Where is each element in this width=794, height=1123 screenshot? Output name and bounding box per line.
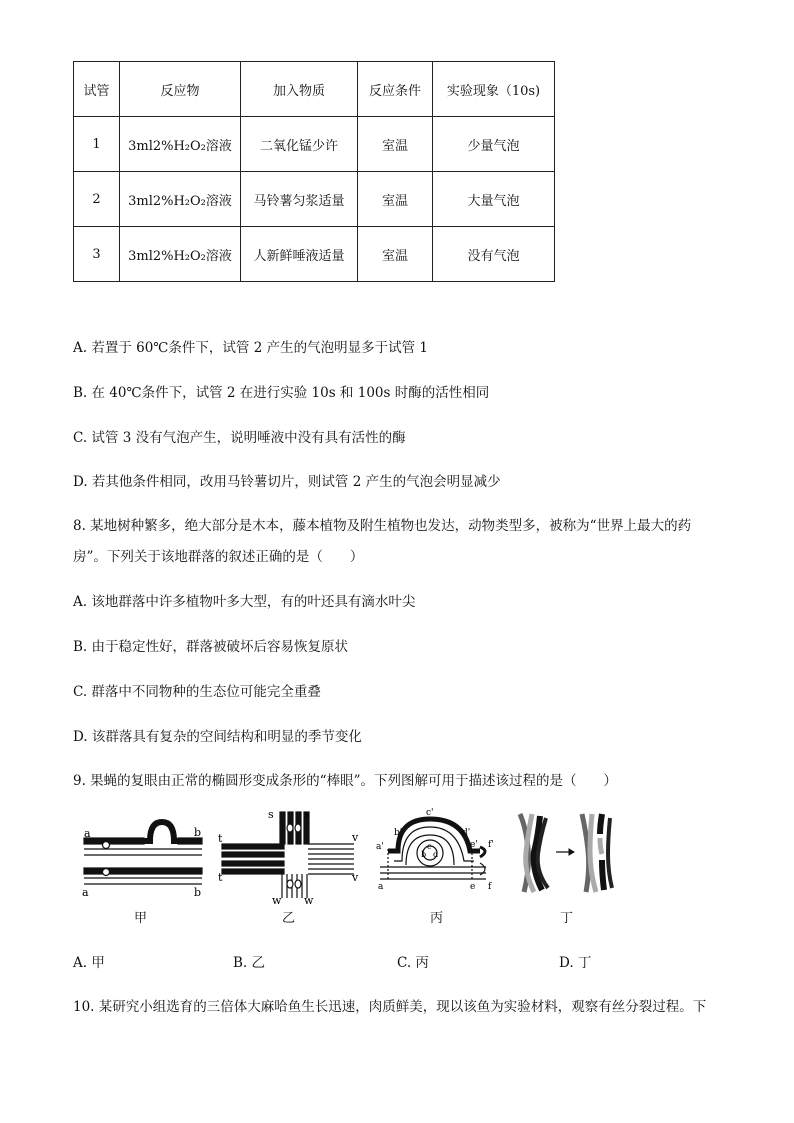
- label-s: s: [268, 808, 274, 821]
- figure-yi: [212, 806, 362, 906]
- q8-stem-line2: 房”。下列关于该地群落的叙述正确的是（ ）: [73, 549, 364, 565]
- table-cell: 3ml2%H₂O₂溶液: [120, 227, 241, 282]
- figure-ding: [510, 808, 620, 898]
- label-s: s: [304, 808, 310, 821]
- table-cell: 人新鲜唾液适量: [241, 227, 358, 282]
- table-cell: 3ml2%H₂O₂溶液: [120, 172, 241, 227]
- label-t: t: [218, 832, 223, 845]
- table-cell: 3ml2%H₂O₂溶液: [120, 117, 241, 172]
- q8-option-a: A. 该地群落中许多植物叶多大型，有的叶还具有滴水叶尖: [73, 594, 416, 610]
- q8-option-c: C. 群落中不同物种的生态位可能完全重叠: [73, 684, 321, 700]
- table-cell: 室温: [358, 172, 433, 227]
- q9-option-d: D. 丁: [559, 955, 592, 971]
- q8-option-b: B. 由于稳定性好，群落被破坏后容易恢复原状: [73, 639, 349, 655]
- table-cell: 室温: [358, 117, 433, 172]
- label-f-prime: f': [488, 840, 494, 850]
- table-header-cell: 加入物质: [241, 62, 358, 117]
- experiment-table: [73, 61, 555, 282]
- table-cell: 马铃薯匀浆适量: [241, 172, 358, 227]
- table-row: [74, 227, 555, 282]
- label-b: b: [194, 826, 202, 839]
- table-header-cell: 反应物: [120, 62, 241, 117]
- label-b: b: [421, 850, 427, 859]
- figure-label-ding: 丁: [560, 911, 574, 926]
- table-header-row: [74, 62, 555, 117]
- label-a: a: [82, 886, 89, 897]
- table-header-cell: 试管: [74, 62, 120, 117]
- q8-stem-line1: 8. 某地树种繁多，绝大部分是木本，藤本植物及附生植物也发达，动物类型多，被称为“世界上最大的药: [73, 518, 692, 534]
- label-e: e: [470, 882, 476, 890]
- table-cell: 大量气泡: [433, 172, 555, 227]
- q9-option-b: B. 乙: [233, 955, 266, 971]
- q7-option-b: B. 在 40℃条件下，试管 2 在进行实验 10s 和 100s 时酶的活性相同: [73, 385, 490, 401]
- table-cell: 1: [74, 117, 120, 172]
- label-f: f: [488, 882, 492, 890]
- table-cell: 二氧化锰少许: [241, 117, 358, 172]
- label-a: a: [84, 827, 91, 840]
- q7-option-d: D. 若其他条件相同，改用马铃薯切片，则试管 2 产生的气泡会明显减少: [73, 474, 501, 490]
- q9-stem: 9. 果蝇的复眼由正常的椭圆形变成条形的“棒眼”。下列图解可用于描述该过程的是（ ）: [73, 773, 617, 789]
- figure-label-bing: 丙: [430, 911, 444, 926]
- label-v: v: [352, 831, 359, 844]
- label-e-prime: e': [470, 840, 478, 850]
- label-b: b: [194, 886, 202, 897]
- table-row: [74, 117, 555, 172]
- label-t: t: [218, 871, 223, 884]
- label-c-prime: c': [426, 808, 434, 818]
- figure-jia: [78, 812, 208, 897]
- table-cell: 3: [74, 227, 120, 282]
- table-cell: 2: [74, 172, 120, 227]
- table-header-cell: 反应条件: [358, 62, 433, 117]
- table-cell: 少量气泡: [433, 117, 555, 172]
- q9-option-a: A. 甲: [73, 955, 105, 971]
- label-c: c: [427, 842, 432, 851]
- label-w: w: [304, 894, 314, 906]
- table-cell: 室温: [358, 227, 433, 282]
- figure-bing: [374, 805, 504, 890]
- table-cell: 没有气泡: [433, 227, 555, 282]
- table-row: [74, 172, 555, 227]
- label-b-prime: b': [394, 828, 403, 838]
- figure-label-jia: 甲: [134, 911, 148, 926]
- label-d: d: [433, 850, 439, 859]
- label-d-prime: d': [462, 828, 471, 838]
- q9-option-c: C. 丙: [397, 955, 429, 971]
- label-a: a: [378, 882, 384, 890]
- q10-stem: 10. 某研究小组选育的三倍体大麻哈鱼生长迅速，肉质鲜美，现以该鱼为实验材料，观察有丝分裂过程。下: [73, 999, 707, 1015]
- label-a-prime: a': [376, 842, 384, 852]
- table-header-cell: 实验现象（10s): [433, 62, 555, 117]
- label-v: v: [352, 871, 359, 884]
- q7-option-c: C. 试管 3 没有气泡产生，说明唾液中没有具有活性的酶: [73, 430, 406, 446]
- q7-option-a: A. 若置于 60℃条件下，试管 2 产生的气泡明显多于试管 1: [73, 340, 428, 356]
- label-w: w: [272, 894, 282, 906]
- figure-label-yi: 乙: [282, 911, 296, 926]
- q8-option-d: D. 该群落具有复杂的空间结构和明显的季节变化: [73, 729, 362, 745]
